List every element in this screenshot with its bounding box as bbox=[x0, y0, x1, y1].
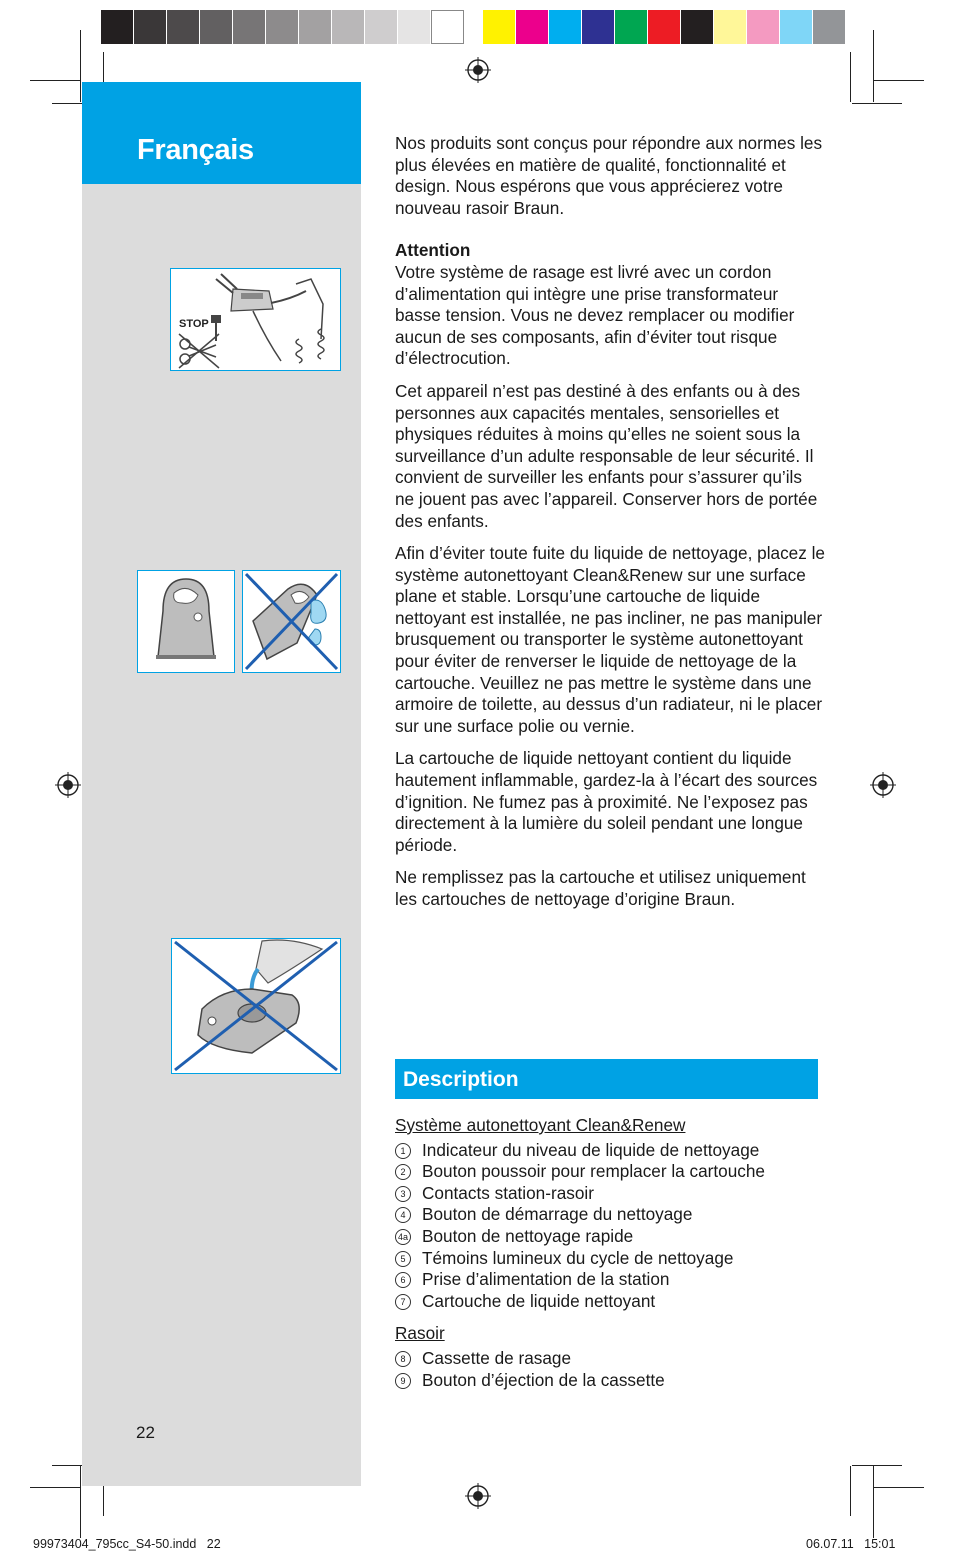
list-item bbox=[395, 1291, 825, 1313]
list-item bbox=[395, 1269, 825, 1291]
station-tilted-figure bbox=[242, 570, 341, 673]
item-label: Cartouche de liquide nettoyant bbox=[422, 1290, 656, 1311]
color-swatch bbox=[299, 10, 332, 44]
list-item bbox=[395, 1204, 825, 1226]
list-item bbox=[395, 1248, 825, 1270]
footer-date-info: 06.07.11 15:01 bbox=[806, 1537, 896, 1551]
item-number-badge: 2 bbox=[395, 1164, 411, 1180]
item-number-badge: 1 bbox=[395, 1143, 411, 1159]
attention-paragraph: La cartouche de liquide nettoyant contient du liquide hautement inflammable, gardez-la à l’écart des sources d’ignition. Ne fumez pas à proximité. Ne l’exposez pas directement à la lumière du soleil pendant une longue période. bbox=[395, 748, 818, 855]
color-swatch bbox=[615, 10, 648, 44]
attention-heading: Attention bbox=[395, 240, 471, 261]
item-label: Contacts station-rasoir bbox=[422, 1182, 594, 1203]
color-swatch bbox=[483, 10, 516, 44]
stop-label: STOP bbox=[179, 318, 209, 330]
attention-paragraph: Votre système de rasage est livré avec un cordon d’alimentation qui intègre une prise transformateur basse tension. Vous ne devez remplacer ou modifier aucun de ses composants, afin d’éviter tout risque d’électrocution. bbox=[395, 261, 795, 369]
page-number: 22 bbox=[136, 1423, 155, 1442]
item-label: Témoins lumineux du cycle de nettoyage bbox=[422, 1247, 734, 1268]
item-label: Indicateur du niveau de liquide de nettoyage bbox=[422, 1139, 760, 1160]
registration-mark-icon bbox=[55, 772, 81, 798]
item-number-badge: 4a bbox=[395, 1229, 411, 1245]
item-number-badge: 6 bbox=[395, 1272, 411, 1288]
item-number-badge: 9 bbox=[395, 1373, 411, 1389]
item-label: Bouton de démarrage du nettoyage bbox=[422, 1204, 693, 1225]
item-number-badge: 3 bbox=[395, 1186, 411, 1202]
list-item bbox=[395, 1348, 825, 1370]
process-color-bar bbox=[483, 10, 846, 44]
color-swatch bbox=[747, 10, 780, 44]
shaver-heading: Rasoir bbox=[395, 1323, 445, 1344]
gray-color-bar bbox=[101, 10, 464, 44]
page-title: Français bbox=[137, 134, 254, 166]
color-swatch bbox=[200, 10, 233, 44]
item-number-badge: 4 bbox=[395, 1207, 411, 1223]
color-swatch bbox=[648, 10, 681, 44]
color-swatch bbox=[266, 10, 299, 44]
color-swatch bbox=[780, 10, 813, 44]
item-label: Prise d’alimentation de la station bbox=[422, 1269, 670, 1290]
language-header bbox=[82, 82, 361, 184]
registration-mark-icon bbox=[870, 772, 896, 798]
color-swatch bbox=[549, 10, 582, 44]
color-swatch bbox=[167, 10, 200, 44]
list-item bbox=[395, 1183, 825, 1205]
color-swatch bbox=[582, 10, 615, 44]
color-swatch bbox=[714, 10, 747, 44]
item-label: Bouton de nettoyage rapide bbox=[422, 1225, 634, 1246]
color-swatch bbox=[681, 10, 714, 44]
color-swatch bbox=[398, 10, 431, 44]
attention-paragraph: Cet appareil n’est pas destiné à des enfants ou à des personnes aux capacités mentales, sensorielles et physiques réduites à moins qu’elles ne soient sous la surveillance d’un adulte responsable de leur sécurité. Il convient de surveiller les enfants pour s’assurer qu’ils ne jouent pas avec l’appareil. Conserver hors de portée des enfants. bbox=[395, 380, 818, 531]
attention-paragraph: Ne remplissez pas la cartouche et utilisez uniquement les cartouches de nettoyage d’origine Braun. bbox=[395, 867, 806, 909]
intro-paragraph: Nos produits sont conçus pour répondre aux normes les plus élevées en matière de qualité, fonctionnalité et design. Nous espérons que vous apprécierez votre nouveau rasoir Braun. bbox=[395, 133, 823, 218]
registration-mark-icon bbox=[465, 1483, 491, 1509]
station-upright-figure bbox=[137, 570, 235, 673]
item-number-badge: 7 bbox=[395, 1294, 411, 1310]
list-item bbox=[395, 1370, 825, 1392]
list-item bbox=[395, 1140, 825, 1162]
color-swatch bbox=[332, 10, 365, 44]
attention-paragraph: Afin d’éviter toute fuite du liquide de nettoyage, placez le système autonettoyant Clean&Renew sur une surface plane et stable. Lorsqu’une cartouche de liquide nettoyant est installée, ne pas incliner, ne pas manipuler brusquement ou transporter le système autonettoyant pour éviter de renverser le liquide de nettoyage de la cartouche. Veuillez ne pas mettre le système dans une armoire de toilette, au dessus d’un radiateur, ni le placer sur une surface polie ou vernie. bbox=[395, 543, 825, 736]
footer-file-info: 99973404_795cc_S4-50.indd 22 bbox=[33, 1537, 221, 1551]
item-label: Bouton d’éjection de la cassette bbox=[422, 1369, 665, 1390]
description-list bbox=[395, 1115, 825, 1391]
color-swatch bbox=[134, 10, 167, 44]
color-swatch bbox=[101, 10, 134, 44]
color-swatch bbox=[813, 10, 846, 44]
item-label: Bouton poussoir pour remplacer la cartouche bbox=[422, 1161, 765, 1182]
color-swatch bbox=[431, 10, 464, 44]
registration-mark-icon bbox=[465, 57, 491, 83]
item-number-badge: 8 bbox=[395, 1351, 411, 1367]
color-swatch bbox=[365, 10, 398, 44]
description-title: Description bbox=[403, 1068, 519, 1091]
list-item bbox=[395, 1161, 825, 1183]
station-heading: Système autonettoyant Clean&Renew bbox=[395, 1115, 686, 1135]
color-swatch bbox=[233, 10, 266, 44]
list-item bbox=[395, 1226, 825, 1248]
power-cord-figure bbox=[170, 268, 341, 371]
item-number-badge: 5 bbox=[395, 1251, 411, 1267]
item-label: Cassette de rasage bbox=[422, 1347, 572, 1368]
cartridge-refill-figure bbox=[171, 938, 341, 1074]
main-text bbox=[395, 133, 825, 911]
color-swatch bbox=[516, 10, 549, 44]
